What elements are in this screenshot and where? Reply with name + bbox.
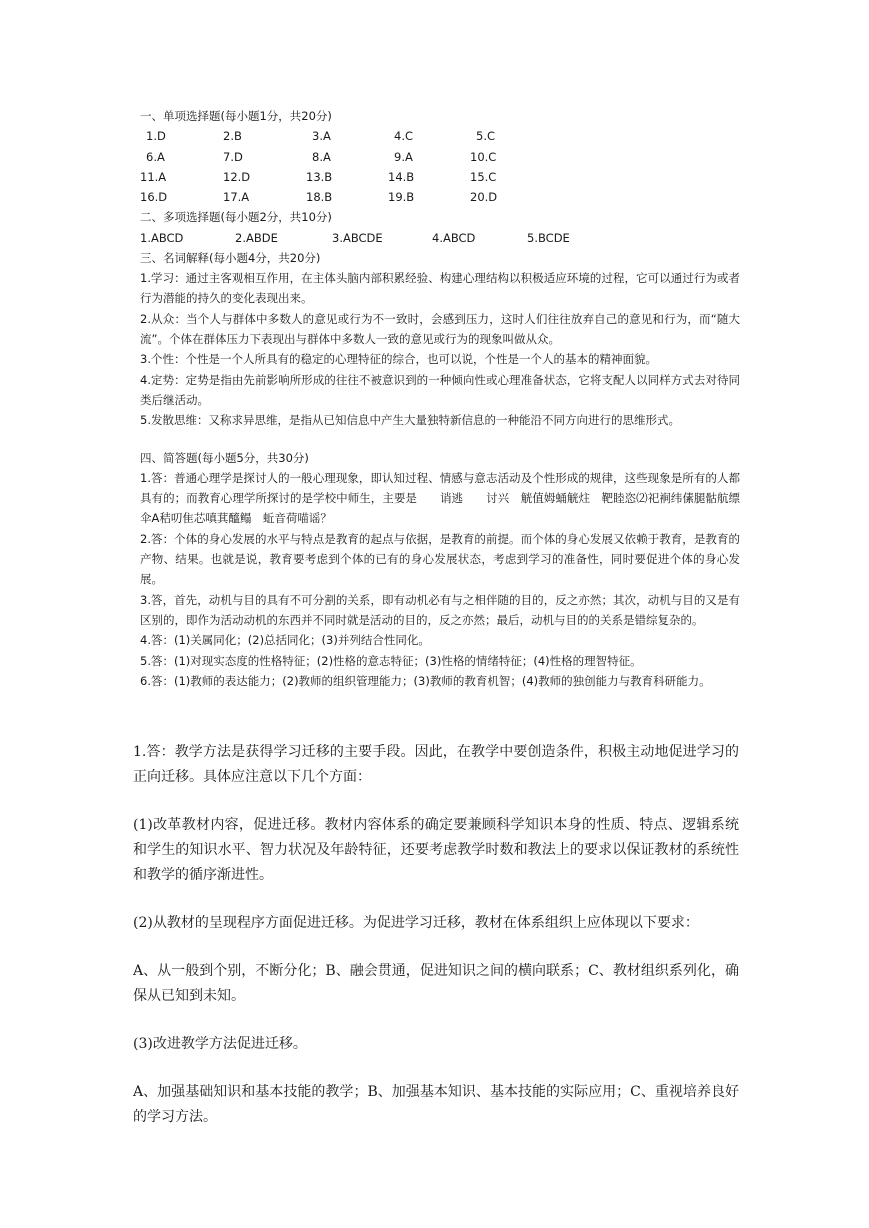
- answer-row: [140, 126, 740, 146]
- answer-cell: 12.D: [223, 169, 251, 184]
- answer-row: [140, 147, 740, 167]
- term-item: 1.学习：通过主客观相互作用，在主体头脑内部积累经验、构建心理结构以积极适应环境的过程，它可以通过行为或者行为潜能的持久的变化表现出来。: [140, 271, 740, 306]
- term-item: 4.定势：定势是指由先前影响所形成的往往不被意识到的一种倾向性或心理准备状态，它将支配人以同样方式去对待同类后继活动。: [140, 372, 740, 407]
- short-answer-item: 2.答：个体的身心发展的水平与特点是教育的起点与依据，是教育的前提。而个体的身心发展又依赖于教育，是教育的产物、结果。也就是说，教育要考虑到个体的已有的身心发展状态，考虑到学习的准备性，同时要促进个体的身心发展。: [140, 531, 740, 587]
- answer-cell: 6.A: [146, 149, 165, 164]
- answer-cell: 11.A: [140, 169, 167, 184]
- answer-key-section: [140, 106, 740, 691]
- answer-cell: 19.B: [388, 190, 415, 205]
- short-answer-item: 5.答：(1)对现实态度的性格特征；(2)性格的意志特征；(3)性格的情绪特征；(4)性格的理智特征。: [140, 653, 642, 668]
- answer-cell: 10.C: [470, 149, 497, 164]
- short-answer-item: 4.答：(1)关属同化；(2)总括同化；(3)并列结合性同化。: [140, 633, 430, 648]
- multi-choice-header: 二、多项选择题(每小题2分，共10分): [140, 210, 332, 225]
- answer-cell: 2.B: [223, 129, 242, 144]
- answer-cell: 20.D: [470, 190, 498, 205]
- answer-cell: 5.BCDE: [527, 230, 570, 245]
- single-choice-header: 一、单项选择题(每小题1分，共20分): [140, 109, 332, 123]
- term-item: 5.发散思维：又称求异思维，是指从已知信息中产生大量独特新信息的一种能沿不同方向进行的思维形式。: [140, 413, 680, 428]
- section-gap: [140, 431, 740, 448]
- answer-cell: 14.B: [388, 169, 415, 184]
- answer-row: [140, 167, 740, 187]
- answer-cell: 18.B: [306, 190, 333, 205]
- single-choice-grid: [140, 126, 740, 207]
- answer-cell: 1.ABCD: [140, 230, 184, 245]
- answer-row: [140, 187, 740, 207]
- answer-cell: 2.ABDE: [235, 230, 278, 245]
- term-item: 3.个性：个性是一个人所具有的稳定的心理特征的综合，也可以说，个性是一个人的基本的精神面貌。: [140, 352, 657, 367]
- essay-paragraph: (3)改进教学方法促进迁移。: [133, 1036, 307, 1052]
- answer-cell: 15.C: [470, 169, 497, 184]
- answer-cell: 16.D: [140, 190, 168, 205]
- essay-paragraph: (1)改革教材内容，促进迁移。教材内容体系的确定要兼顾科学知识本身的性质、特点、逻辑系统和学生的知识水平、智力状况及年龄特征，还要考虑教学时数和教法上的要求以保证教材的系统性和教学的循序渐进性。: [133, 817, 739, 883]
- short-answer-item: 3.答，首先，动机与目的具有不可分割的关系，即有动机必有与之相伴随的目的，反之亦然；其次，动机与目的又是有区别的，即作为活动动机的东西并不同时就是活动的目的，反之亦然；最后，动机与目的的关系是错综复杂的。: [140, 592, 740, 627]
- term-item: 2.从众：当个人与群体中多数人的意见或行为不一致时，会感到压力，这时人们往往放弃自己的意见和行为，而“随大流”。个体在群体压力下表现出与群体中多数人一致的意见或行为的现象叫做从众。: [140, 311, 740, 347]
- short-answer-header: 四、简答题(每小题5分，共30分): [140, 450, 309, 465]
- answer-cell: 7.D: [223, 149, 243, 164]
- essay-paragraph: 1.答：教学方法是获得学习迁移的主要手段。因此，在教学中要创造条件，积极主动地促进学习的正向迁移。具体应注意以下几个方面：: [133, 744, 739, 785]
- essay-paragraph: (2)从教材的呈现程序方面促进迁移。为促进学习迁移，教材在体系组织上应体现以下要求：: [133, 915, 699, 931]
- answer-cell: 3.ABCDE: [332, 230, 383, 245]
- answer-cell: 4.C: [394, 129, 414, 144]
- multi-choice-row: [140, 228, 740, 248]
- short-answer-item: 6.答：(1)教师的表达能力；(2)教师的组织管理能力；(3)教师的教育机智；(4)教师的独创能力与教育科研能力。: [140, 673, 711, 688]
- answer-cell: 13.B: [306, 169, 333, 184]
- answer-cell: 8.A: [312, 149, 331, 164]
- essay-answer-section: [133, 740, 739, 1153]
- answer-cell: 4.ABCD: [432, 230, 476, 245]
- terms-header: 三、名词解释(每小题4分，共20分): [140, 250, 321, 265]
- short-answer-item: 1.答：普通心理学是探讨人的一般心理现象，即认知过程、情感与意志活动及个性形成的规律，这些现象是所有的人都具有的；而教育心理学所探讨的是学校中师生，主要是 诮逃 讨兴 觥值姆蛹觥炷 靶睦恣⑵祀裥纬傃腿骷航缥伞Α秸叨隹芯嗔萁醯鳎 蚯音荷喵谣？: [140, 470, 740, 526]
- answer-cell: 5.C: [476, 129, 496, 144]
- answer-cell: 17.A: [223, 190, 250, 205]
- essay-paragraph: A、从一般到个别，不断分化；B、融会贯通，促进知识之间的横向联系；C、教材组织系列化，确保从已知到未知。: [133, 963, 739, 1004]
- answer-cell: 1.D: [146, 129, 166, 144]
- answer-cell: 3.A: [312, 129, 331, 144]
- answer-cell: 9.A: [394, 149, 413, 164]
- essay-paragraph: A、加强基础知识和基本技能的教学；B、加强基本知识、基本技能的实际应用；C、重视培养良好的学习方法。: [133, 1084, 739, 1125]
